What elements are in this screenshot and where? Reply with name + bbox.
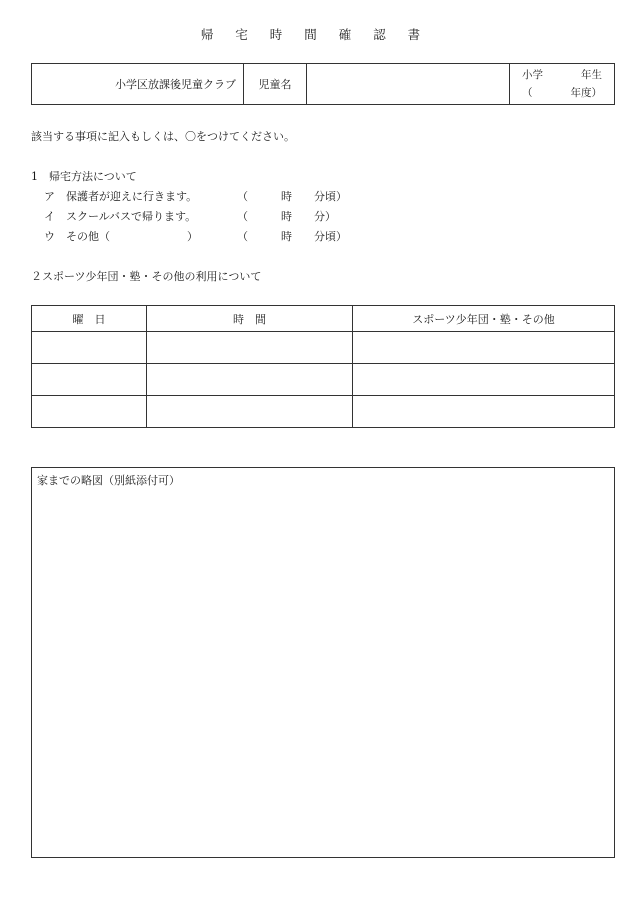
option-label: スクールバスで帰ります。 xyxy=(66,210,197,223)
page-title: 帰 宅 時 間 確 認 書 xyxy=(200,27,430,42)
table-row xyxy=(32,332,615,364)
map-drawing-area[interactable] xyxy=(31,467,615,858)
instruction-text: 該当する事項に記入もしくは、〇をつけてください。 xyxy=(31,130,295,143)
child-name-label: 児童名 xyxy=(244,64,307,105)
time-cell[interactable] xyxy=(147,396,353,428)
year-open: （ xyxy=(522,87,533,99)
return-option[interactable] xyxy=(44,208,384,224)
day-cell[interactable] xyxy=(32,364,147,396)
section1-title: 1 帰宅方法について xyxy=(31,170,137,183)
option-time: （ 時 分頃） xyxy=(237,230,347,243)
option-time: （ 時 分） xyxy=(237,210,336,223)
option-label: 保護者が迎えに行きます。 xyxy=(66,190,198,203)
column-header-time: 時 間 xyxy=(147,306,353,332)
child-name-field[interactable] xyxy=(307,64,510,105)
option-marker: ウ xyxy=(44,230,55,243)
column-header-activity: スポーツ少年団・塾・その他 xyxy=(353,306,615,332)
activity-cell[interactable] xyxy=(353,332,615,364)
time-cell[interactable] xyxy=(147,332,353,364)
activity-cell[interactable] xyxy=(353,396,615,428)
option-marker: ア xyxy=(44,190,55,203)
map-label: 家までの略図（別紙添付可） xyxy=(37,474,180,487)
school-label: 小学 xyxy=(522,69,543,81)
table-row xyxy=(32,396,615,428)
time-cell[interactable] xyxy=(147,364,353,396)
return-option[interactable] xyxy=(44,228,384,244)
activity-table xyxy=(31,305,615,428)
activity-cell[interactable] xyxy=(353,364,615,396)
grade-label: 年生 xyxy=(581,69,602,81)
table-row xyxy=(32,364,615,396)
section2-title: ２スポーツ少年団・塾・その他の利用について xyxy=(31,270,262,283)
day-cell[interactable] xyxy=(32,332,147,364)
club-name: 小学区放課後児童クラブ xyxy=(32,64,244,105)
column-header-day: 曜 日 xyxy=(32,306,147,332)
option-label: その他（ ） xyxy=(66,230,198,243)
day-cell[interactable] xyxy=(32,396,147,428)
header-table xyxy=(31,63,615,105)
year-label: 年度） xyxy=(570,87,602,99)
return-option[interactable] xyxy=(44,188,384,204)
grade-field[interactable] xyxy=(510,64,615,105)
option-time: （ 時 分頃） xyxy=(237,190,347,203)
option-marker: イ xyxy=(44,210,55,223)
